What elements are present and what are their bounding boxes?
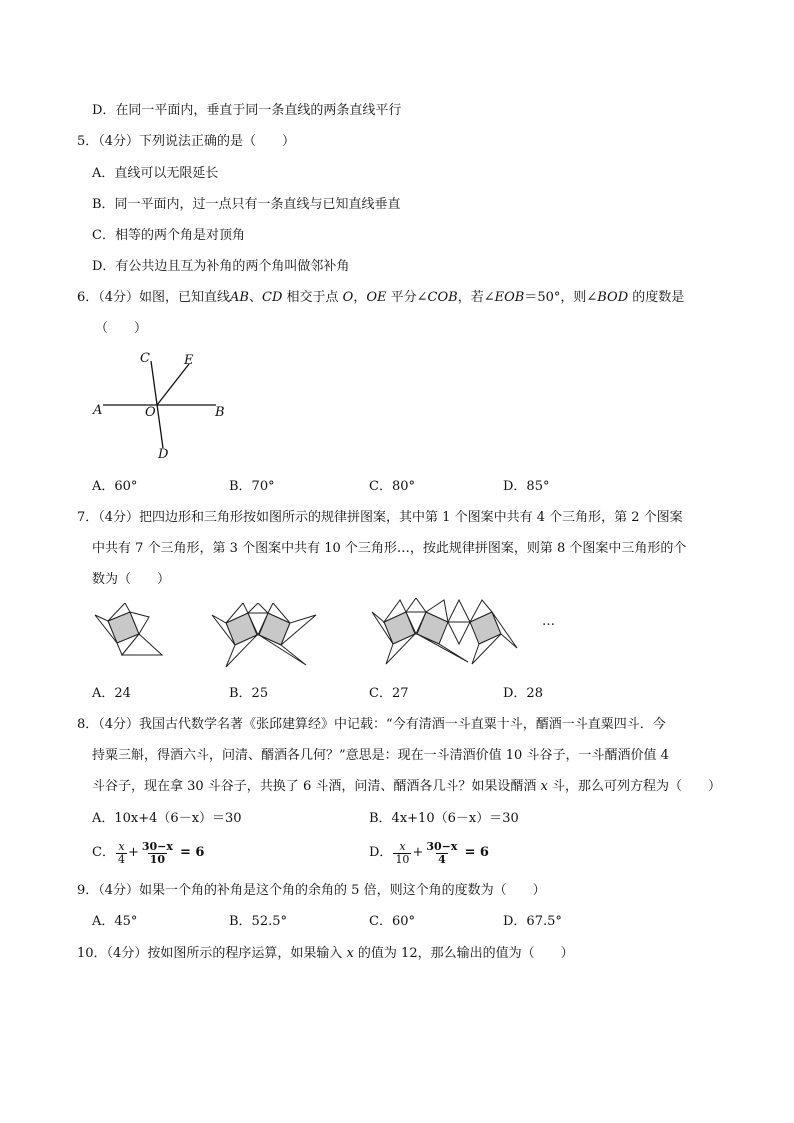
q6-option-c: C．80°	[369, 479, 415, 494]
q5-option-d: D．有公共边且互为补角的两个角叫做邻补角	[92, 259, 350, 274]
q6-label-d: D	[158, 447, 169, 462]
q6-label-c: C	[140, 351, 150, 366]
q6-answer-paren: （ ）	[95, 321, 148, 336]
q4-option-d: D．在同一平面内，垂直于同一条直线的两条直线平行	[92, 103, 402, 118]
q7-pattern-2	[210, 603, 322, 671]
q9-option-c: C．60°	[369, 914, 415, 929]
q8-d-frac-1: $\frac{x}{10}$	[395, 839, 410, 866]
q7-p2-triangle	[248, 603, 268, 613]
q6-option-a: A．60°	[92, 479, 138, 494]
q8-line-1: 8．（4分）我国古代数学名著《张邱建算经》中记载：“今有清酒一斗直粟十斗，醑酒一斗直粟四斗．今	[77, 717, 666, 732]
q6-label-a: A	[93, 403, 103, 418]
q6-stem: 6．（4分）如图，已知直线AB、CD 相交于点 O，OE 平分∠COB，若∠EOB＝50°，则∠BOD 的度数是	[77, 290, 685, 305]
q6-label-b: B	[215, 405, 225, 420]
q8-option-d: D． $\frac{x}{10}$ + $\frac{30-x}{4}$ = 6	[369, 839, 489, 866]
q7-line-2: 中共有 7 个三角形，第 3 个图案中共有 10 个三角形…，按此规律拼图案，则第 8 个图案中三角形的个	[92, 541, 687, 556]
q5-stem: 5．（4分）下列说法正确的是（ ）	[77, 134, 296, 149]
q9-option-b: B．52.5°	[229, 914, 287, 929]
q8-option-b: B．4x+10（6－x）＝30	[369, 811, 519, 826]
q5-option-c: C．相等的两个角是对顶角	[92, 228, 245, 243]
q7-option-c: C．27	[369, 686, 409, 701]
q7-option-a: A．24	[92, 686, 131, 701]
q6-figure	[88, 346, 238, 462]
q6-ray-oe	[157, 364, 189, 405]
q7-line-1: 7．（4分）把四边形和三角形按如图所示的规律拼图案，其中第 1 个图案中共有 4 个三角形，第 2 个图案	[77, 510, 683, 525]
q7-ellipsis: …	[542, 614, 555, 629]
q6-label-e: E	[184, 353, 194, 368]
q9-option-a: A．45°	[92, 914, 138, 929]
q8-d-frac-2: $\frac{30-x}{4}$	[426, 839, 458, 866]
q8-c-frac-2: $\frac{30-x}{10}$	[141, 839, 173, 866]
q9-option-d: D．67.5°	[503, 914, 562, 929]
q5-option-a: A．直线可以无限延长	[92, 166, 219, 181]
q8-line-3: 斗谷子，现在拿 30 斗谷子，共换了 6 斗酒，问清、醑酒各几斗？如果设醑酒 x 斗，那么可列方程为（ ）	[92, 779, 721, 794]
q8-option-c: C． $\frac{x}{4}$ + $\frac{30-x}{10}$ = 6	[92, 839, 205, 866]
q7-option-d: D．28	[503, 686, 543, 701]
q5-option-b: B．同一平面内，过一点只有一条直线与已知直线垂直	[92, 197, 401, 212]
q7-pattern-3	[370, 598, 522, 666]
q8-c-frac-1: $\frac{x}{4}$	[117, 839, 125, 866]
q6-option-d: D．85°	[503, 479, 550, 494]
q8-option-a: A．10x+4（6－x）＝30	[92, 811, 242, 826]
q7-p3-triangle	[448, 600, 470, 622]
q7-option-b: B．25	[229, 686, 269, 701]
q7-p3-triangle	[406, 598, 426, 612]
q10-stem: 10．（4分）按如图所示的程序运算，如果输入 x 的值为 12，那么输出的值为（ ）	[77, 946, 574, 961]
q8-line-2: 持粟三斛，得酒六斗，问清、醑酒各几何？”意思是：现在一斗清酒价值 10 斗谷子，一斗醑酒价值 4	[92, 748, 669, 763]
q6-label-o: O	[145, 405, 156, 420]
q7-pattern-1	[92, 603, 166, 659]
q6-option-b: B．70°	[229, 479, 275, 494]
q9-stem: 9．（4分）如果一个角的补角是这个角的余角的 5 倍，则这个角的度数为（ ）	[77, 883, 546, 898]
q7-line-3: 数为（ ）	[92, 572, 171, 587]
q7-p3-triangle	[448, 622, 470, 644]
